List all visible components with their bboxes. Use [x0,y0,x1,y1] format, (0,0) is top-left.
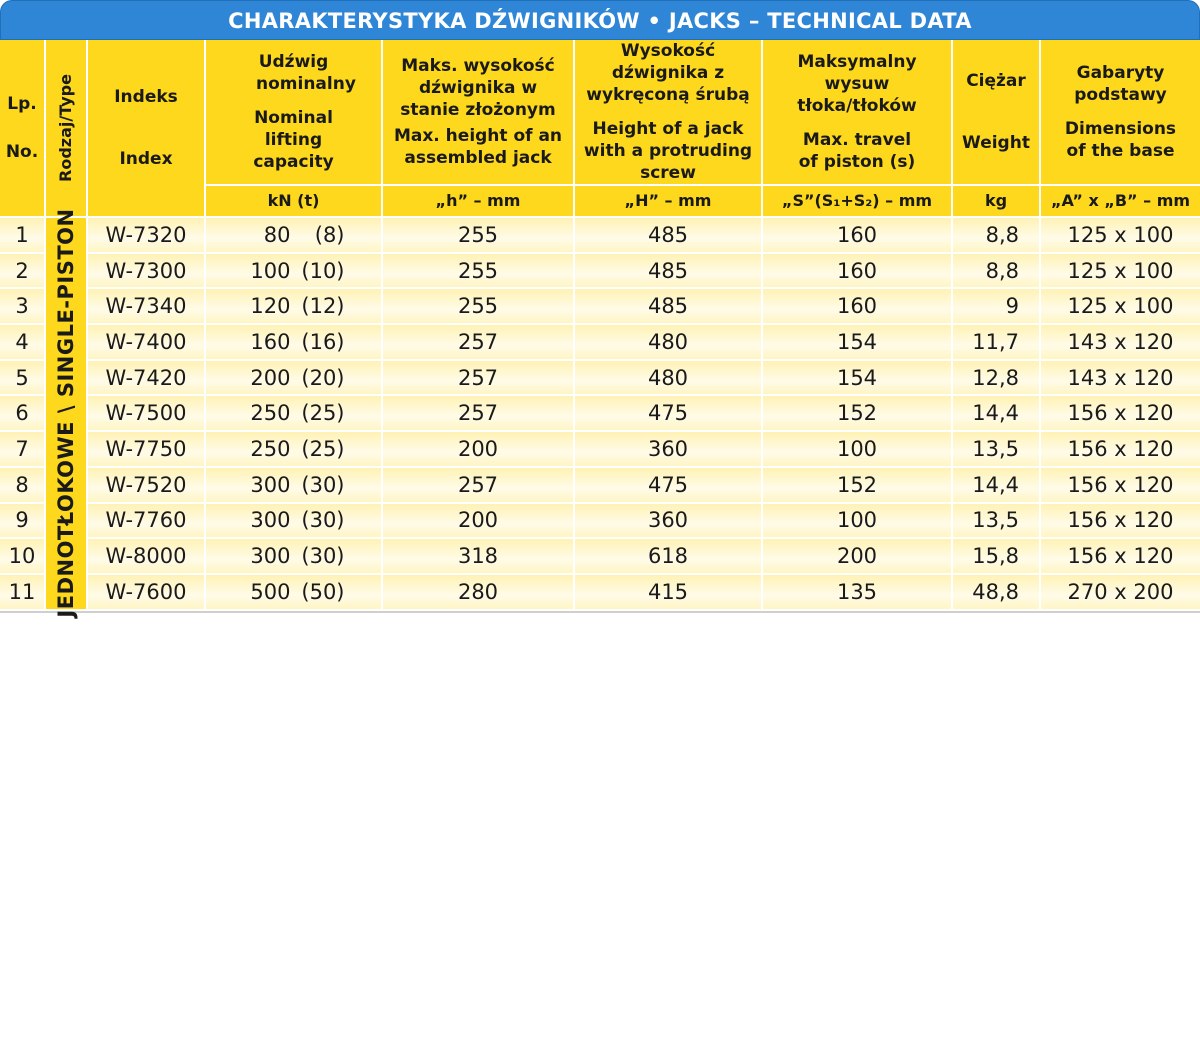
header-capacity-en: Nominal lifting capacity [253,108,334,172]
cell-capacity-t: (30) [301,544,345,569]
cell-capacity-kn: 500 [250,579,291,604]
header-dimensions [1040,40,1200,185]
cell-weight: 9 [952,288,1040,324]
cell-H: 485 [574,253,762,289]
cell-index: W-8000 [87,538,205,574]
header-index-pl: Indeks [114,87,178,107]
cell-no: 5 [0,360,45,396]
cell-capacity-kn: 300 [250,508,291,533]
cell-capacity-t: (30) [301,472,345,497]
unit-weight: kg [952,185,1040,217]
cell-h: 255 [382,217,574,253]
cell-capacity-kn: 120 [250,294,291,319]
header-travel-pl: Maksymalny wysuw tłoka/tłoków [797,52,917,116]
cell-capacity [205,431,382,467]
header-travel [762,40,952,185]
cell-weight: 12,8 [952,360,1040,396]
cell-S: 160 [762,253,952,289]
cell-h: 257 [382,324,574,360]
header-index-en: Index [119,149,173,169]
cell-S: 154 [762,324,952,360]
cell-H: 415 [574,574,762,610]
cell-capacity-kn: 300 [250,472,291,497]
unit-height-screw: „H” – mm [574,185,762,217]
unit-max-height: „h” – mm [382,185,574,217]
unit-travel: „S”(S₁+S₂) – mm [762,185,952,217]
cell-dims: 156 x 120 [1040,395,1200,431]
header-lp [0,40,45,217]
cell-index: W-7600 [87,574,205,610]
cell-S: 152 [762,395,952,431]
cell-capacity-t: (10) [301,258,345,283]
table-body [0,208,1200,618]
cell-capacity-t: (50) [301,579,345,604]
cell-weight: 11,7 [952,324,1040,360]
cell-no: 6 [0,395,45,431]
table-row [0,467,1200,503]
cell-S: 152 [762,467,952,503]
header-lp-pl: Lp. [7,94,37,114]
header-row [0,40,1200,185]
table-row [0,217,1200,253]
cell-capacity-t: (25) [301,401,345,426]
header-height-screw-en: Height of a jack with a protruding screw [583,119,753,183]
cell-weight: 8,8 [952,253,1040,289]
cell-capacity-kn: 250 [250,401,291,426]
cell-capacity [205,503,382,539]
cell-weight: 48,8 [952,574,1040,610]
cell-no: 10 [0,538,45,574]
cell-weight: 14,4 [952,467,1040,503]
cell-S: 154 [762,360,952,396]
cell-index: W-7520 [87,467,205,503]
cell-weight: 8,8 [952,217,1040,253]
cell-capacity [205,395,382,431]
table-row [0,395,1200,431]
cell-dims: 125 x 100 [1040,217,1200,253]
cell-H: 618 [574,538,762,574]
cell-S: 160 [762,288,952,324]
cell-h: 257 [382,395,574,431]
table-row [0,538,1200,574]
header-max-height-en: Max. height of an assembled jack [393,126,563,168]
cell-dims: 125 x 100 [1040,253,1200,289]
cell-index: W-7400 [87,324,205,360]
cell-dims: 270 x 200 [1040,574,1200,610]
cell-h: 200 [382,431,574,467]
cell-capacity [205,217,382,253]
type-cell [45,208,87,618]
cell-capacity [205,467,382,503]
cell-no: 9 [0,503,45,539]
unit-capacity: kN (t) [205,185,382,217]
cell-dims: 156 x 120 [1040,431,1200,467]
cell-index: W-7320 [87,217,205,253]
cell-capacity [205,574,382,610]
cell-index: W-7500 [87,395,205,431]
cell-H: 480 [574,324,762,360]
cell-h: 255 [382,253,574,289]
cell-H: 485 [574,217,762,253]
cell-dims: 156 x 120 [1040,503,1200,539]
cell-capacity-t: (16) [301,329,345,354]
cell-S: 100 [762,431,952,467]
cell-capacity-kn: 200 [250,365,291,390]
header-index [87,40,205,217]
cell-no: 7 [0,431,45,467]
cell-capacity-t: (8) [314,222,345,247]
cell-no: 3 [0,288,45,324]
table-row [0,503,1200,539]
cell-no: 4 [0,324,45,360]
header-travel-en: Max. travel of piston (s) [798,130,916,172]
cell-index: W-7760 [87,503,205,539]
header-height-screw-pl: Wysokość dźwignika z wykręconą śrubą [586,41,750,105]
cell-capacity [205,324,382,360]
cell-H: 475 [574,467,762,503]
table-row [0,253,1200,289]
cell-index: W-7300 [87,253,205,289]
header-max-height-pl: Maks. wysokość dźwignika w stanie złożonym [400,56,556,120]
header-capacity-pl: Udźwig nominalny [256,52,356,94]
cell-H: 480 [574,360,762,396]
cell-H: 360 [574,503,762,539]
cell-dims: 156 x 120 [1040,467,1200,503]
cell-capacity [205,538,382,574]
header-dimensions-en: Dimensions of the base [1064,119,1177,161]
technical-data-table [0,40,1200,618]
cell-weight: 14,4 [952,395,1040,431]
cell-capacity [205,360,382,396]
table-row [0,360,1200,396]
cell-capacity-t: (30) [301,508,345,533]
header-type-label: Rodzaj/Type [56,74,75,182]
header-capacity [205,40,382,185]
cell-weight: 15,8 [952,538,1040,574]
cell-dims: 125 x 100 [1040,288,1200,324]
cell-h: 318 [382,538,574,574]
cell-capacity-kn: 300 [250,544,291,569]
cell-capacity-kn: 80 [263,222,291,247]
cell-dims: 143 x 120 [1040,360,1200,396]
cell-dims: 156 x 120 [1040,538,1200,574]
cell-dims: 143 x 120 [1040,324,1200,360]
cell-S: 160 [762,217,952,253]
cell-S: 200 [762,538,952,574]
cell-no: 11 [0,574,45,610]
table-row [0,324,1200,360]
cell-index: W-7340 [87,288,205,324]
cell-h: 280 [382,574,574,610]
table-row [0,574,1200,610]
unit-dimensions: „A” x „B” – mm [1040,185,1200,217]
cell-no: 2 [0,253,45,289]
cell-no: 8 [0,467,45,503]
header-weight-pl: Ciężar [966,71,1026,91]
header-lp-en: No. [5,142,39,162]
type-label: JEDNOTŁOKOWE \ SINGLE-PISTON [54,208,78,618]
table-row [0,288,1200,324]
cell-capacity-t: (12) [301,294,345,319]
bottom-rule [0,611,1200,613]
cell-h: 200 [382,503,574,539]
header-weight [952,40,1040,185]
cell-H: 485 [574,288,762,324]
header-height-screw [574,40,762,185]
cell-capacity-t: (20) [301,365,345,390]
cell-index: W-7420 [87,360,205,396]
cell-capacity-kn: 250 [250,436,291,461]
cell-S: 100 [762,503,952,539]
cell-no: 1 [0,217,45,253]
cell-capacity [205,288,382,324]
cell-H: 475 [574,395,762,431]
table-row [0,431,1200,467]
cell-H: 360 [574,431,762,467]
cell-capacity-kn: 160 [250,329,291,354]
cell-index: W-7750 [87,431,205,467]
header-type [45,40,87,217]
cell-h: 255 [382,288,574,324]
cell-capacity [205,253,382,289]
header-dimensions-pl: Gabaryty podstawy [1074,63,1167,105]
cell-S: 135 [762,574,952,610]
cell-weight: 13,5 [952,503,1040,539]
header-max-height [382,40,574,185]
cell-h: 257 [382,360,574,396]
header-weight-en: Weight [962,133,1030,153]
cell-h: 257 [382,467,574,503]
cell-capacity-t: (25) [301,436,345,461]
cell-capacity-kn: 100 [250,258,291,283]
cell-weight: 13,5 [952,431,1040,467]
table-title: CHARAKTERYSTYKA DŹWIGNIKÓW • JACKS – TECHNICAL DATA [0,0,1200,40]
